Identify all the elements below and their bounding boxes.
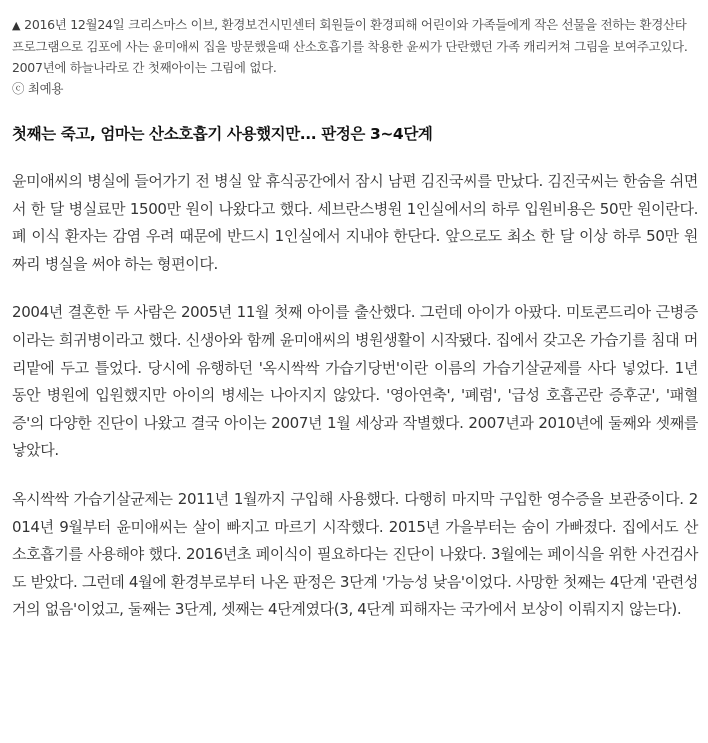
photo-credit: ⓒ 최예용: [12, 81, 64, 96]
article-paragraph-2: 2004년 결혼한 두 사람은 2005년 11월 첫째 아이를 출산했다. 그런데 아이가 아팠다. 미토콘드리아 근병증이라는 희귀병이라고 했다. 신생아와 함께 윤미애씨의 병원생활이 시작됐다. 집에서 갖고온 가습기를 침대 머리맡에 두고 틀었다. 당시에 유행하던 '옥시싹싹 가습기당번'이란 이름의 가습기살균제를 사다 넣었다. 1년 동안 병원에 입원했지만 아이의 병세는 나아지지 않았다. '영아연축', '폐렴', '급성 호흡곤란 증후군', '패혈증'의 다양한 진단이 나왔고 결국 아이는 2007년 1월 세상과 작별했다. 2007년과 2010년에 둘째와 셋째를 낳았다.: [12, 303, 698, 460]
caption-text: 2016년 12월24일 크리스마스 이브, 환경보건시민센터 회원들이 환경피해 어린이와 가족들에게 작은 선물을 전하는 환경산타 프로그램으로 김포에 사는 윤미애씨 집을 방문했을때 산소호흡기를 착용한 윤씨가 단란했던 가족 캐리커쳐 그림을 보여주고있다. 2007년에 하늘나라로 간 첫째아이는 그림에 없다.: [12, 17, 688, 75]
caption-triangle-icon: ▲: [12, 19, 21, 32]
article-paragraph-3: 옥시싹싹 가습기살균제는 2011년 1월까지 구입해 사용했다. 다행히 마지막 구입한 영수증을 보관중이다. 2014년 9월부터 윤미애씨는 살이 빠지고 마르기 시작했다. 2015년 가을부터는 숨이 가빠졌다. 집에서도 산소호흡기를 사용해야 했다. 2016년초 페이식이 필요하다는 진단이 나왔다. 3월에는 페이식을 위한 사건검사도 받았다. 그런데 4월에 환경부로부터 나온 판정은 3단계 '가능성 낮음'이었다. 사망한 첫째는 4단계 '관련성 거의 없음'이었고, 둘째는 3단계, 셋째는 4단계였다(3, 4단계 피해자는 국가에서 보상이 이뤄지지 않는다).: [12, 489, 698, 619]
photo-caption: [12, 0, 698, 99]
article-paragraph-1: 윤미애씨의 병실에 들어가기 전 병실 앞 휴식공간에서 잠시 남편 김진국씨를 만났다. 김진국씨는 한숨을 쉬면서 한 달 병실료만 1500만 원이 나왔다고 했다. 세브란스병원 1인실에서의 하루 입원비용은 50만 원이란다. 폐 이식 환자는 감염 우려 때문에 반드시 1인실에서 지내야 한단다. 앞으로도 최소 한 달 이상 하루 50만 원짜리 병실을 써야 하는 형편이다.: [12, 172, 698, 273]
article-subheading: 첫째는 죽고, 엄마는 산소호흡기 사용했지만... 판정은 3~4단계: [12, 125, 433, 143]
